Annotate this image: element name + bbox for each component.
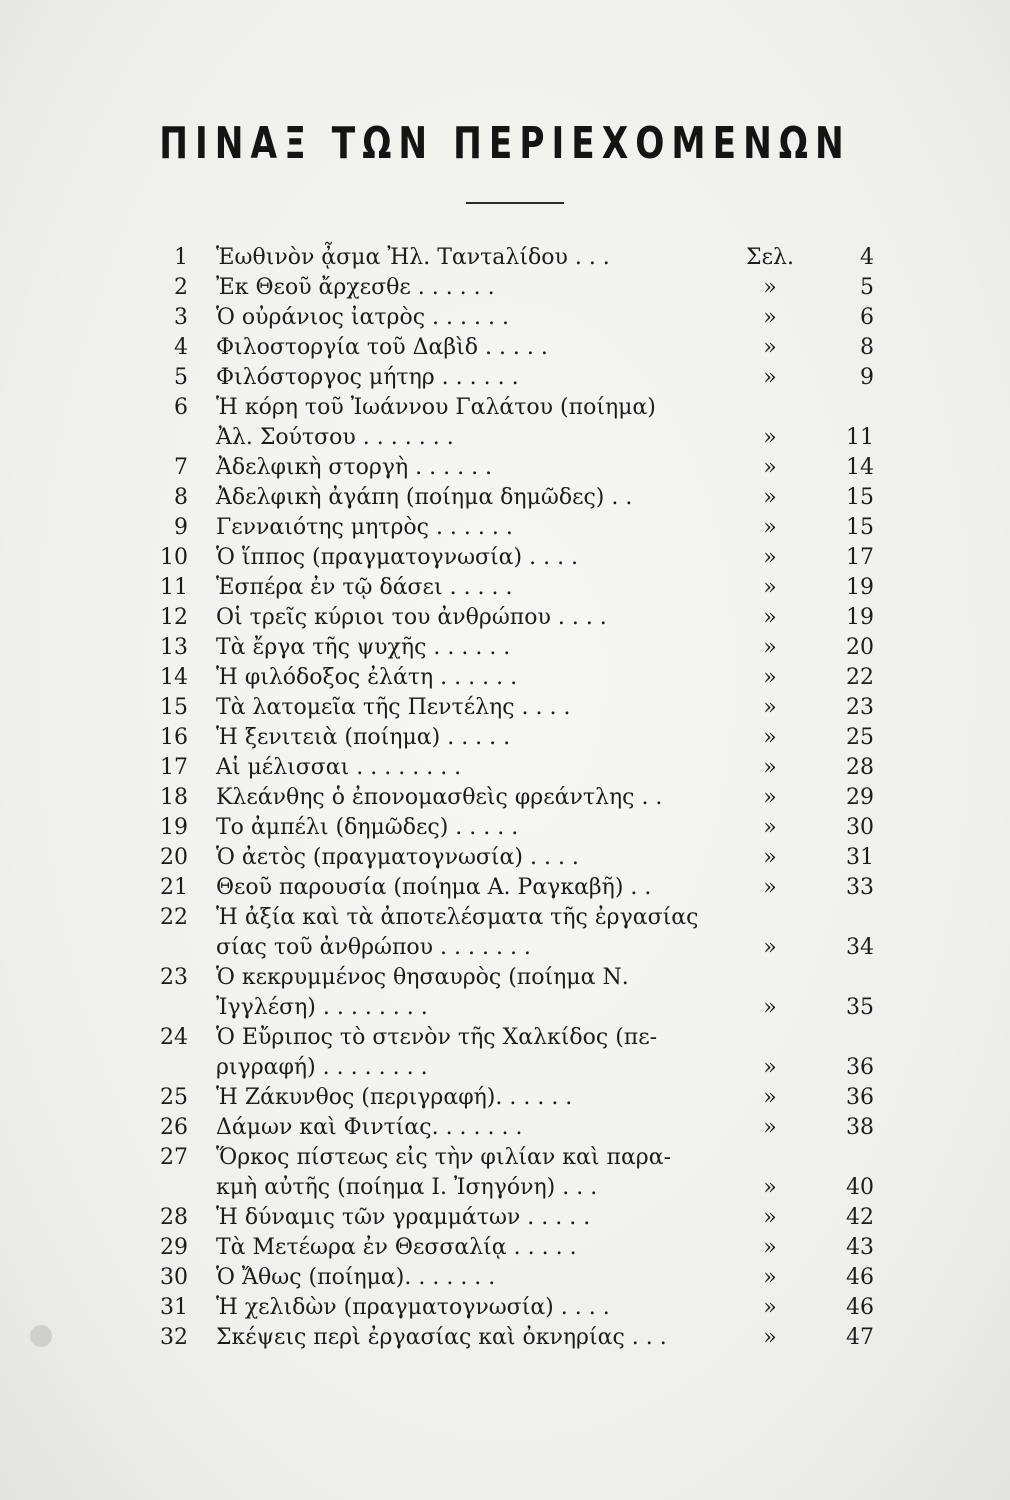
entry-number: 17 [160, 755, 188, 780]
entry-number: 7 [174, 455, 188, 480]
toc-entry [150, 303, 890, 333]
entry-title: Ὁ οὐράνιος ἰατρὸς . . . . . . [216, 305, 509, 330]
ditto-mark: » [763, 1265, 777, 1290]
entry-number: 14 [160, 665, 188, 690]
entry-page-number: 20 [846, 635, 874, 660]
ditto-mark: » [763, 485, 777, 510]
entry-page-number: 14 [846, 455, 874, 480]
entry-title: Ὁ ἀετὸς (πραγματογνωσία) . . . . [216, 845, 579, 870]
ditto-mark: » [763, 515, 777, 540]
ditto-mark: » [763, 1235, 777, 1260]
entry-title: Ἀλ. Σούτσου . . . . . . . [216, 425, 454, 450]
toc-entry [150, 723, 890, 753]
entry-page-number: 36 [846, 1055, 874, 1080]
entry-title: Ἡ κόρη τοῦ Ἰωάννου Γαλάτου (ποίημα) [216, 395, 656, 420]
entry-page-number: 15 [846, 485, 874, 510]
entry-number: 22 [160, 905, 188, 930]
entry-number: 4 [174, 335, 188, 360]
entry-page-number: 43 [846, 1235, 874, 1260]
toc-entry [150, 243, 890, 273]
ditto-mark: » [763, 785, 777, 810]
ditto-mark: » [763, 1175, 777, 1200]
entry-title: Ἡ δύναμις τῶν γραμμάτων . . . . . [216, 1205, 591, 1230]
toc-entry [150, 393, 890, 423]
ditto-mark: » [763, 935, 777, 960]
toc-entry [150, 1263, 890, 1293]
entry-title: Τὰ Μετέωρα ἐν Θεσσαλίᾳ . . . . . [216, 1235, 577, 1260]
toc-entry [150, 903, 890, 933]
ditto-mark: » [763, 575, 777, 600]
entry-page-number: 11 [846, 425, 874, 450]
entry-page-number: 6 [860, 305, 874, 330]
entry-page-number: 19 [846, 605, 874, 630]
entry-number: 16 [160, 725, 188, 750]
entry-title: Ἡ χελιδὼν (πραγματογνωσία) . . . . [216, 1295, 610, 1320]
entry-number: 26 [160, 1115, 188, 1140]
toc-entry [150, 513, 890, 543]
entry-number: 9 [174, 515, 188, 540]
ditto-mark: » [763, 425, 777, 450]
ditto-mark: » [763, 545, 777, 570]
ditto-mark: » [763, 365, 777, 390]
ditto-mark: » [763, 1085, 777, 1110]
entry-number: 11 [160, 575, 188, 600]
toc-entry [150, 573, 890, 603]
entry-number: 30 [160, 1265, 188, 1290]
entry-number: 32 [160, 1325, 188, 1350]
entry-title: Φιλοστοργία τοῦ Δαβὶδ . . . . . [216, 335, 548, 360]
entry-number: 8 [174, 485, 188, 510]
entry-number: 3 [174, 305, 188, 330]
entry-title: Γενναιότης μητρὸς . . . . . . [216, 515, 513, 540]
entry-page-number: 38 [846, 1115, 874, 1140]
entry-title: Ἐκ Θεοῦ ἄρχεσθε . . . . . . [216, 275, 495, 300]
entry-page-number: 28 [846, 755, 874, 780]
ditto-mark: » [763, 1115, 777, 1140]
ditto-mark: » [763, 725, 777, 750]
entry-page-number: 42 [846, 1205, 874, 1230]
ditto-mark: » [763, 1205, 777, 1230]
entry-page-number: 30 [846, 815, 874, 840]
entry-title: Κλεάνθης ὁ ἐπονομασθεὶς φρεάντλης . . [216, 785, 663, 810]
entry-page-number: 22 [846, 665, 874, 690]
toc-entry [150, 1113, 890, 1143]
entry-title: Θεοῦ παρουσία (ποίημα Α. Ραγκαβῆ) . . [216, 875, 652, 900]
toc-entry-continuation [150, 1173, 890, 1203]
entry-page-number: 34 [846, 935, 874, 960]
entry-title: Ἡ Ζάκυνθος (περιγραφή). . . . . . [216, 1085, 573, 1110]
entry-number: 19 [160, 815, 188, 840]
entry-page-number: 23 [846, 695, 874, 720]
entry-number: 28 [160, 1205, 188, 1230]
entry-number: 27 [160, 1145, 188, 1170]
entry-title: Το ἀμπέλι (δημῶδες) . . . . . [216, 815, 519, 840]
entry-title: Ἡ ἀξία καὶ τὰ ἀποτελέσματα τῆς ἐργασίας [216, 905, 699, 930]
toc-entry [150, 1023, 890, 1053]
entry-page-number: 17 [846, 545, 874, 570]
entry-page-number: 35 [846, 995, 874, 1020]
toc-entry-continuation [150, 993, 890, 1023]
ditto-mark: » [763, 695, 777, 720]
entry-title: Ὁ ἵππος (πραγματογνωσία) . . . . [216, 545, 579, 570]
entry-title: Αἱ μέλισσαι . . . . . . . . [216, 755, 462, 780]
entry-page-number: 5 [860, 275, 874, 300]
ditto-mark: » [763, 605, 777, 630]
toc-entry [150, 783, 890, 813]
title-rule [466, 202, 564, 204]
entry-title: Ὅρκος πίστεως εἰς τὴν φιλίαν καὶ παρα- [216, 1145, 672, 1170]
entry-number: 13 [160, 635, 188, 660]
ditto-mark: » [763, 635, 777, 660]
toc-entry [150, 813, 890, 843]
toc-entry [150, 843, 890, 873]
entry-title: Ὁ κεκρυμμένος θησαυρὸς (ποίημα Ν. [216, 965, 629, 990]
entry-page-number: 40 [846, 1175, 874, 1200]
entry-page-number: 4 [860, 245, 874, 270]
toc-entry [150, 333, 890, 363]
entry-title: Ἀδελφικὴ στοργὴ . . . . . . [216, 455, 493, 480]
entry-number: 1 [174, 245, 188, 270]
entry-page-number: 36 [846, 1085, 874, 1110]
entry-number: 23 [160, 965, 188, 990]
ditto-mark: » [763, 665, 777, 690]
entry-title: Ἡ ξενιτειὰ (ποίημα) . . . . . [216, 725, 511, 750]
entry-page-number: 31 [846, 845, 874, 870]
entry-title: Οἱ τρεῖς κύριοι του ἀνθρώπου . . . . [216, 605, 607, 630]
entry-number: 6 [174, 395, 188, 420]
page-title: ΠΙΝΑΞ ΤΩΝ ΠΕΡΙΕΧΟΜΕΝΩΝ [159, 118, 851, 169]
entry-number: 15 [160, 695, 188, 720]
ditto-mark: » [763, 335, 777, 360]
entry-number: 12 [160, 605, 188, 630]
toc-entry [150, 1293, 890, 1323]
ditto-mark: » [763, 455, 777, 480]
ditto-mark: » [763, 1055, 777, 1080]
toc-entry [150, 753, 890, 783]
entry-title: Τὰ ἔργα τῆς ψυχῆς . . . . . . [216, 635, 511, 660]
ditto-mark: » [763, 995, 777, 1020]
entry-title: σίας τοῦ ἀνθρώπου . . . . . . . [216, 935, 531, 960]
ditto-mark: » [763, 845, 777, 870]
table-of-contents [150, 243, 890, 1353]
toc-entry-continuation [150, 1053, 890, 1083]
toc-entry [150, 633, 890, 663]
toc-entry [150, 1323, 890, 1353]
entry-title: Ὁ Εὔριπος τὸ στενὸν τῆς Χαλκίδος (πε- [216, 1025, 658, 1050]
entry-title: Σκέψεις περὶ ἐργασίας καὶ ὀκνηρίας . . . [216, 1325, 667, 1350]
toc-entry [150, 873, 890, 903]
entry-number: 10 [160, 545, 188, 570]
entry-page-number: 46 [846, 1265, 874, 1290]
entry-number: 5 [174, 365, 188, 390]
entry-title: Δάμων καὶ Φιντίας. . . . . . . [216, 1115, 523, 1140]
ditto-mark: » [763, 1325, 777, 1350]
toc-entry [150, 483, 890, 513]
toc-entry [150, 453, 890, 483]
entry-page-number: 15 [846, 515, 874, 540]
entry-title: κμὴ αὐτῆς (ποίημα Ι. Ἰσηγόνη) . . . [216, 1175, 598, 1200]
ditto-mark: » [763, 275, 777, 300]
entry-title: Ἰγγλέση) . . . . . . . . [216, 995, 428, 1020]
entry-number: 21 [160, 875, 188, 900]
entry-page-number: 8 [860, 335, 874, 360]
entry-number: 20 [160, 845, 188, 870]
entry-title: Ὁ Ἄθως (ποίημα). . . . . . . [216, 1265, 496, 1290]
toc-entry [150, 1203, 890, 1233]
entry-number: 18 [160, 785, 188, 810]
entry-title: Τὰ λατομεῖα τῆς Πεντέλης . . . . [216, 695, 571, 720]
entry-number: 2 [174, 275, 188, 300]
toc-entry [150, 663, 890, 693]
entry-page-number: 9 [860, 365, 874, 390]
toc-entry-continuation [150, 933, 890, 963]
entry-title: ριγραφή) . . . . . . . . [216, 1055, 428, 1080]
toc-entry [150, 363, 890, 393]
toc-entry [150, 1233, 890, 1263]
entry-page-number: 33 [846, 875, 874, 900]
ditto-mark: » [763, 755, 777, 780]
ditto-mark: » [763, 1295, 777, 1320]
toc-entry [150, 963, 890, 993]
entry-title: Ἡ φιλόδοξος ἐλάτη . . . . . . [216, 665, 518, 690]
entry-number: 24 [160, 1025, 188, 1050]
toc-entry [150, 273, 890, 303]
entry-page-number: 47 [846, 1325, 874, 1350]
page-label: Σελ. [746, 245, 794, 270]
toc-entry [150, 1143, 890, 1173]
entry-page-number: 25 [846, 725, 874, 750]
ditto-mark: » [763, 305, 777, 330]
entry-page-number: 19 [846, 575, 874, 600]
entry-title: Ἀδελφικὴ ἀγάπη (ποίημα δημῶδες) . . [216, 485, 633, 510]
entry-number: 31 [160, 1295, 188, 1320]
entry-page-number: 29 [846, 785, 874, 810]
entry-number: 29 [160, 1235, 188, 1260]
entry-title: Φιλόστοργος μήτηρ . . . . . . [216, 365, 519, 390]
ditto-mark: » [763, 875, 777, 900]
entry-title: Ἑωθινὸν ᾆσμα Ἠλ. Ταντaλίδου . . . [216, 245, 610, 270]
entry-title: Ἑσπέρα ἐν τῷ δάσει . . . . . [216, 575, 513, 600]
ditto-mark: » [763, 815, 777, 840]
toc-entry-continuation [150, 423, 890, 453]
entry-page-number: 46 [846, 1295, 874, 1320]
toc-entry [150, 603, 890, 633]
toc-entry [150, 543, 890, 573]
toc-entry [150, 1083, 890, 1113]
paper-blemish [30, 1325, 52, 1347]
toc-entry [150, 693, 890, 723]
entry-number: 25 [160, 1085, 188, 1110]
